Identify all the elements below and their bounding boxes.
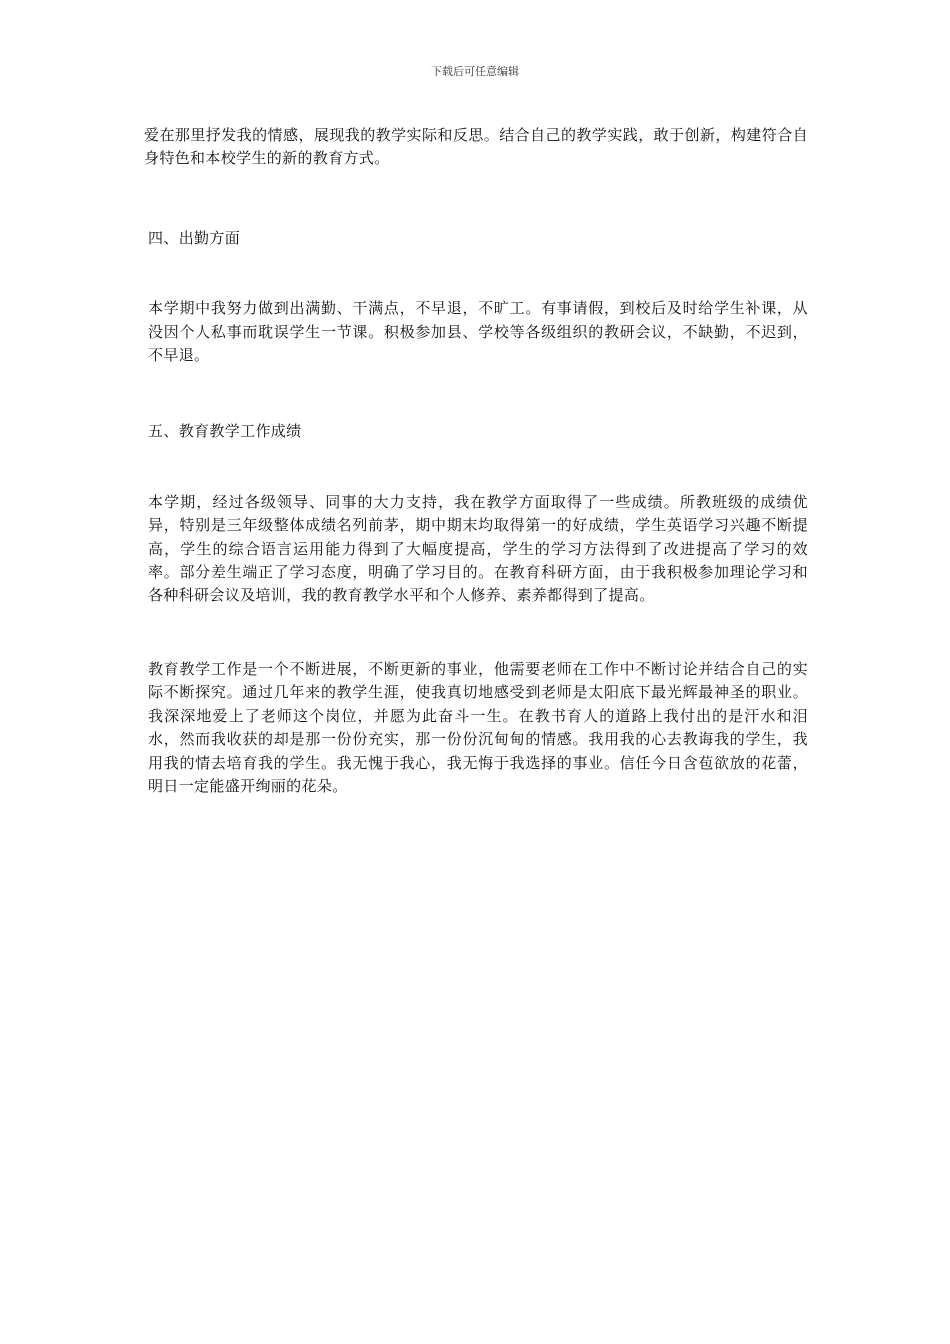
- page-header: 下载后可任意编辑: [431, 65, 519, 78]
- paragraph-achievements: 本学期，经过各级领导、同事的大力支持，我在教学方面取得了一些成绩。所教班级的成绩优异，特别是三年级整体成绩名列前茅，期中期末均取得第一的好成绩，学生英语学习兴趣不断提高，学生的综合语言运用能力得到了大幅度提高，学生的学习方法得到了改进提高了学习的效率。部分差生端正了学习态度，明确了学习目的。在教育科研方面，由于我积极参加理论学习和各种科研会议及培训，我的教育教学水平和个人修养、素养都得到了提高。: [148, 492, 808, 605]
- section-heading-attendance: 四、出勤方面: [148, 228, 241, 247]
- section-heading-achievements: 五、教育教学工作成绩: [148, 422, 302, 441]
- paragraph-attendance: 本学期中我努力做到出满勤、干满点，不早退，不旷工。有事请假，到校后及时给学生补课，从没因个人私事而耽误学生一节课。积极参加县、学校等各级组织的教研会议，不缺勤，不迟到，不早退。: [148, 299, 808, 365]
- document-body: [144, 124, 808, 798]
- paragraph-continuation: 爱在那里抒发我的情感，展现我的教学实际和反思。结合自己的教学实践，敢于创新，构建符合自身特色和本校学生的新的教育方式。: [144, 126, 808, 168]
- paragraph-conclusion: 教育教学工作是一个不断进展，不断更新的事业，他需要老师在工作中不断讨论并结合自己的实际不断探究。通过几年来的教学生涯，使我真切地感受到老师是太阳底下最光辉最神圣的职业。我深深地爱上了老师这个岗位，并愿为此奋斗一生。在教书育人的道路上我付出的是汗水和泪水，然而我收获的却是那一份份充实，那一份份沉甸甸的情感。我用我的心去教诲我的学生，我用我的情去培育我的学生。我无愧于我心，我无悔于我选择的事业。信任今日含苞欲放的花蕾，明日一定能盛开绚丽的花朵。: [148, 659, 808, 795]
